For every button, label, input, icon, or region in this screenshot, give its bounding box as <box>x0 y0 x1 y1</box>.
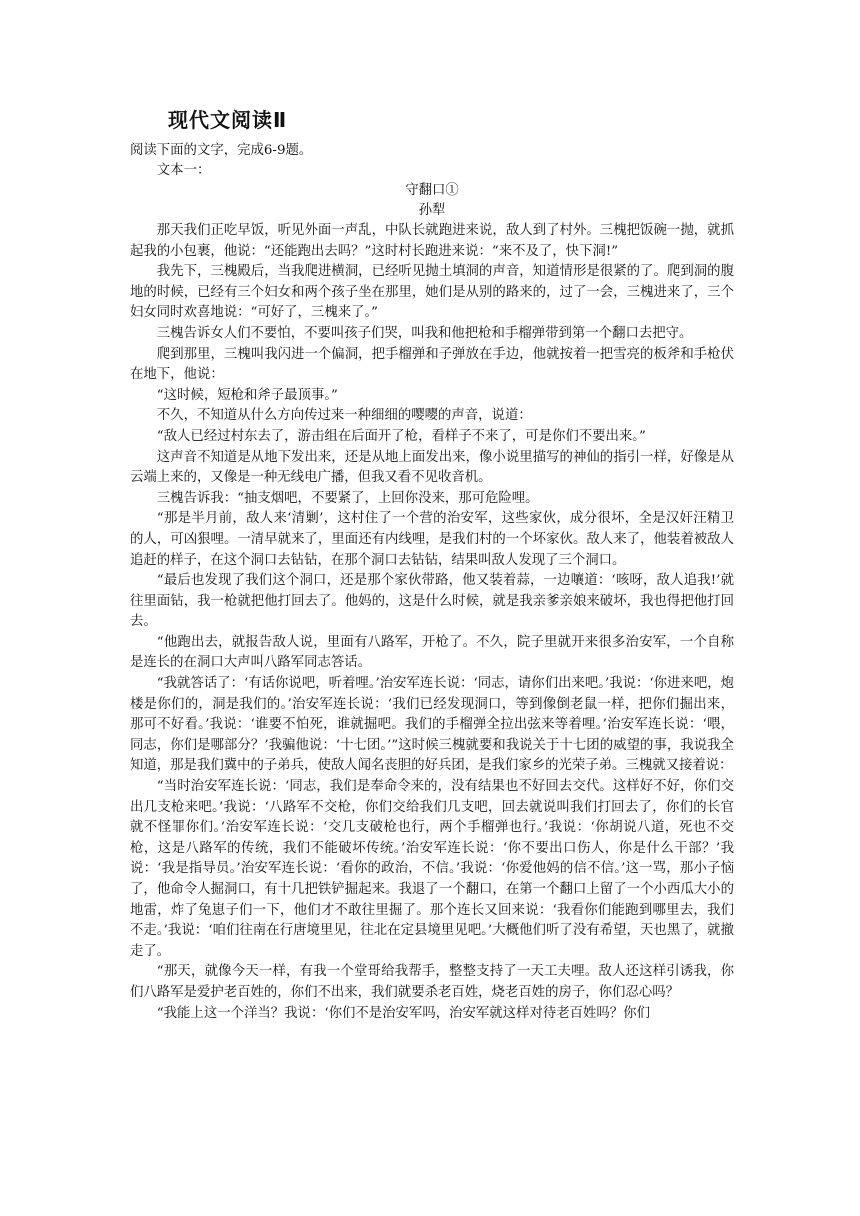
paragraph: “敌人已经过村东去了，游击组在后面开了枪，看样子不来了，可是你们不要出来。” <box>156 428 646 444</box>
paragraph: 那天我们正吃早饭，听见外面一声乱，中队长就跑进来说，敌人到了村外。三槐把饭碗一抛，就抓起我的小包裹，他说：“还能跑出去吗？”这时村长跑进来说：“来不及了，快下洞!” <box>130 223 734 259</box>
paragraph: 不久，不知道从什么方向传过来一种细细的嘤嘤的声音，说道： <box>156 408 532 424</box>
section-heading: 现代文阅读Ⅱ <box>168 108 288 132</box>
paragraph: 三槐告诉我：“抽支烟吧，不要紧了，上回你没来，那可危险哩。 <box>156 490 539 506</box>
section-label: 文本一： <box>156 163 211 178</box>
document-page <box>130 104 734 1024</box>
paragraph: “我能上这一个洋当？我说：‘你们不是治安军吗，治安军就这样对待老百姓吗？你们 <box>156 1005 650 1021</box>
paragraph: 三槐告诉女人们不要怕，不要叫孩子们哭，叫我和他把枪和手榴弹带到第一个翻口去把守。 <box>156 325 693 341</box>
paragraph: “那天，就像今天一样，有我一个堂哥给我帮手，整整支持了一天工夫哩。敌人还这样引诱我，你们八路军是爱护老百姓的，你们不出来，我们就要杀老百姓，烧老百姓的房子，你们忍心吗？ <box>130 964 734 1000</box>
paragraph: “那是半月前，敌人来‘清剿’，这村住了一个营的治安军，这些家伙，成分很坏，全是汉奸汪精卫的人，可凶狠哩。一清早就来了，里面还有内线哩，是我们村的一个坏家伙。敌人来了，他装着被敌人追赶的样子，在这个洞口去钻钻，在那个洞口去钻钻，结果叫敌人发现了三个洞口。 <box>130 511 734 568</box>
paragraph: “当时治安军连长说：‘同志，我们是奉命令来的，没有结果也不好回去交代。这样好不好，你们交出几支枪来吧。’我说：‘八路军不交枪，你们交给我们几支吧，回去就说叫我们打回去了，你们的长官就不怪罪你们。’治安军连长说：‘交几支破枪也行，两个手榴弹也行。’我说：‘你胡说八道，死也不交枪，这是八路军的传统，我们不能破坏传统。’治安军连长说：‘你不要出口伤人，你是什么干部？’我说：‘我是指导员。’治安军连长说：‘看你的政治，不信。’我说：‘你爱他妈的信不信。’这一骂，那小子恼了，他命令人掘洞口，有十几把铁铲掘起来。我退了一个翻口，在第一个翻口上留了一个小西瓜大小的地雷，炸了兔崽子们一下，他们才不敢往里掘了。那个连长又回来说：‘我看你们能跑到哪里去，我们不走。’我说：‘咱们往南在行唐境里见，往北在定县境里见吧。’大概他们听了没有希望，天也黑了，就撤走了。 <box>130 779 734 959</box>
paragraph: 爬到那里，三槐叫我闪进一个偏洞，把手榴弹和子弹放在手边，他就按着一把雪亮的板斧和手枪伏在地下，他说： <box>130 346 734 383</box>
paragraph: “他跑出去，就报告敌人说，里面有八路军，开枪了。不久，院子里就开来很多治安军，一个自称是连长的在洞口大声叫八路军同志答话。 <box>130 634 734 671</box>
paragraph: “我就答话了：‘有话你说吧，听着哩。’治安军连长说：‘同志，请你们出来吧。’我说：‘你进来吧，炮楼是你们的，洞是我们的。’治安军连长说：‘我们已经发现洞口，等到像倒老鼠一样，把你们掘出来，那可不好看。’我说：‘谁要不怕死，谁就掘吧。我们的手榴弹全拉出弦来等着哩。’治安军连长说：‘喂，同志，你们是哪部分？’我骗他说：‘十七团。’”这时候三槐就要和我说关于十七团的威望的事，我说我全知道，那是我们冀中的子弟兵，使敌人闻名丧胆的好兵团，是我们家乡的光荣子弟。三槐就又接着说： <box>130 676 734 774</box>
instruction-text: 阅读下面的文字，完成6-9题。 <box>130 143 313 158</box>
article-title: 守翻口① <box>405 183 459 198</box>
article-author: 孙犁 <box>418 203 446 218</box>
paragraph: “这时候，短枪和斧子最顶事。” <box>156 387 338 403</box>
paragraph: 这声音不知道是从地下发出来，还是从地上面发出来，像小说里描写的神仙的指引一样，好像是从云端上来的，又像是一种无线电广播，但我又看不见收音机。 <box>130 449 734 486</box>
paragraph: 我先下，三槐殿后，当我爬进横洞，已经听见抛土填洞的声音，知道情形是很紧的了。爬到洞的腹地的时候，已经有三个妇女和两个孩子坐在那里，她们是从别的路来的，过了一会，三槐进来了，三个妇女同时欢喜地说：“可好了，三槐来了。” <box>130 264 734 321</box>
paragraph: “最后也发现了我们这个洞口，还是那个家伙带路，他又装着蒜，一边嚷道：‘咳呀，敌人追我!’就往里面钻，我一枪就把他打回去了。他妈的，这是什么时候，就是我亲爹亲娘来破坏，我也得把他打回去。 <box>130 573 734 630</box>
